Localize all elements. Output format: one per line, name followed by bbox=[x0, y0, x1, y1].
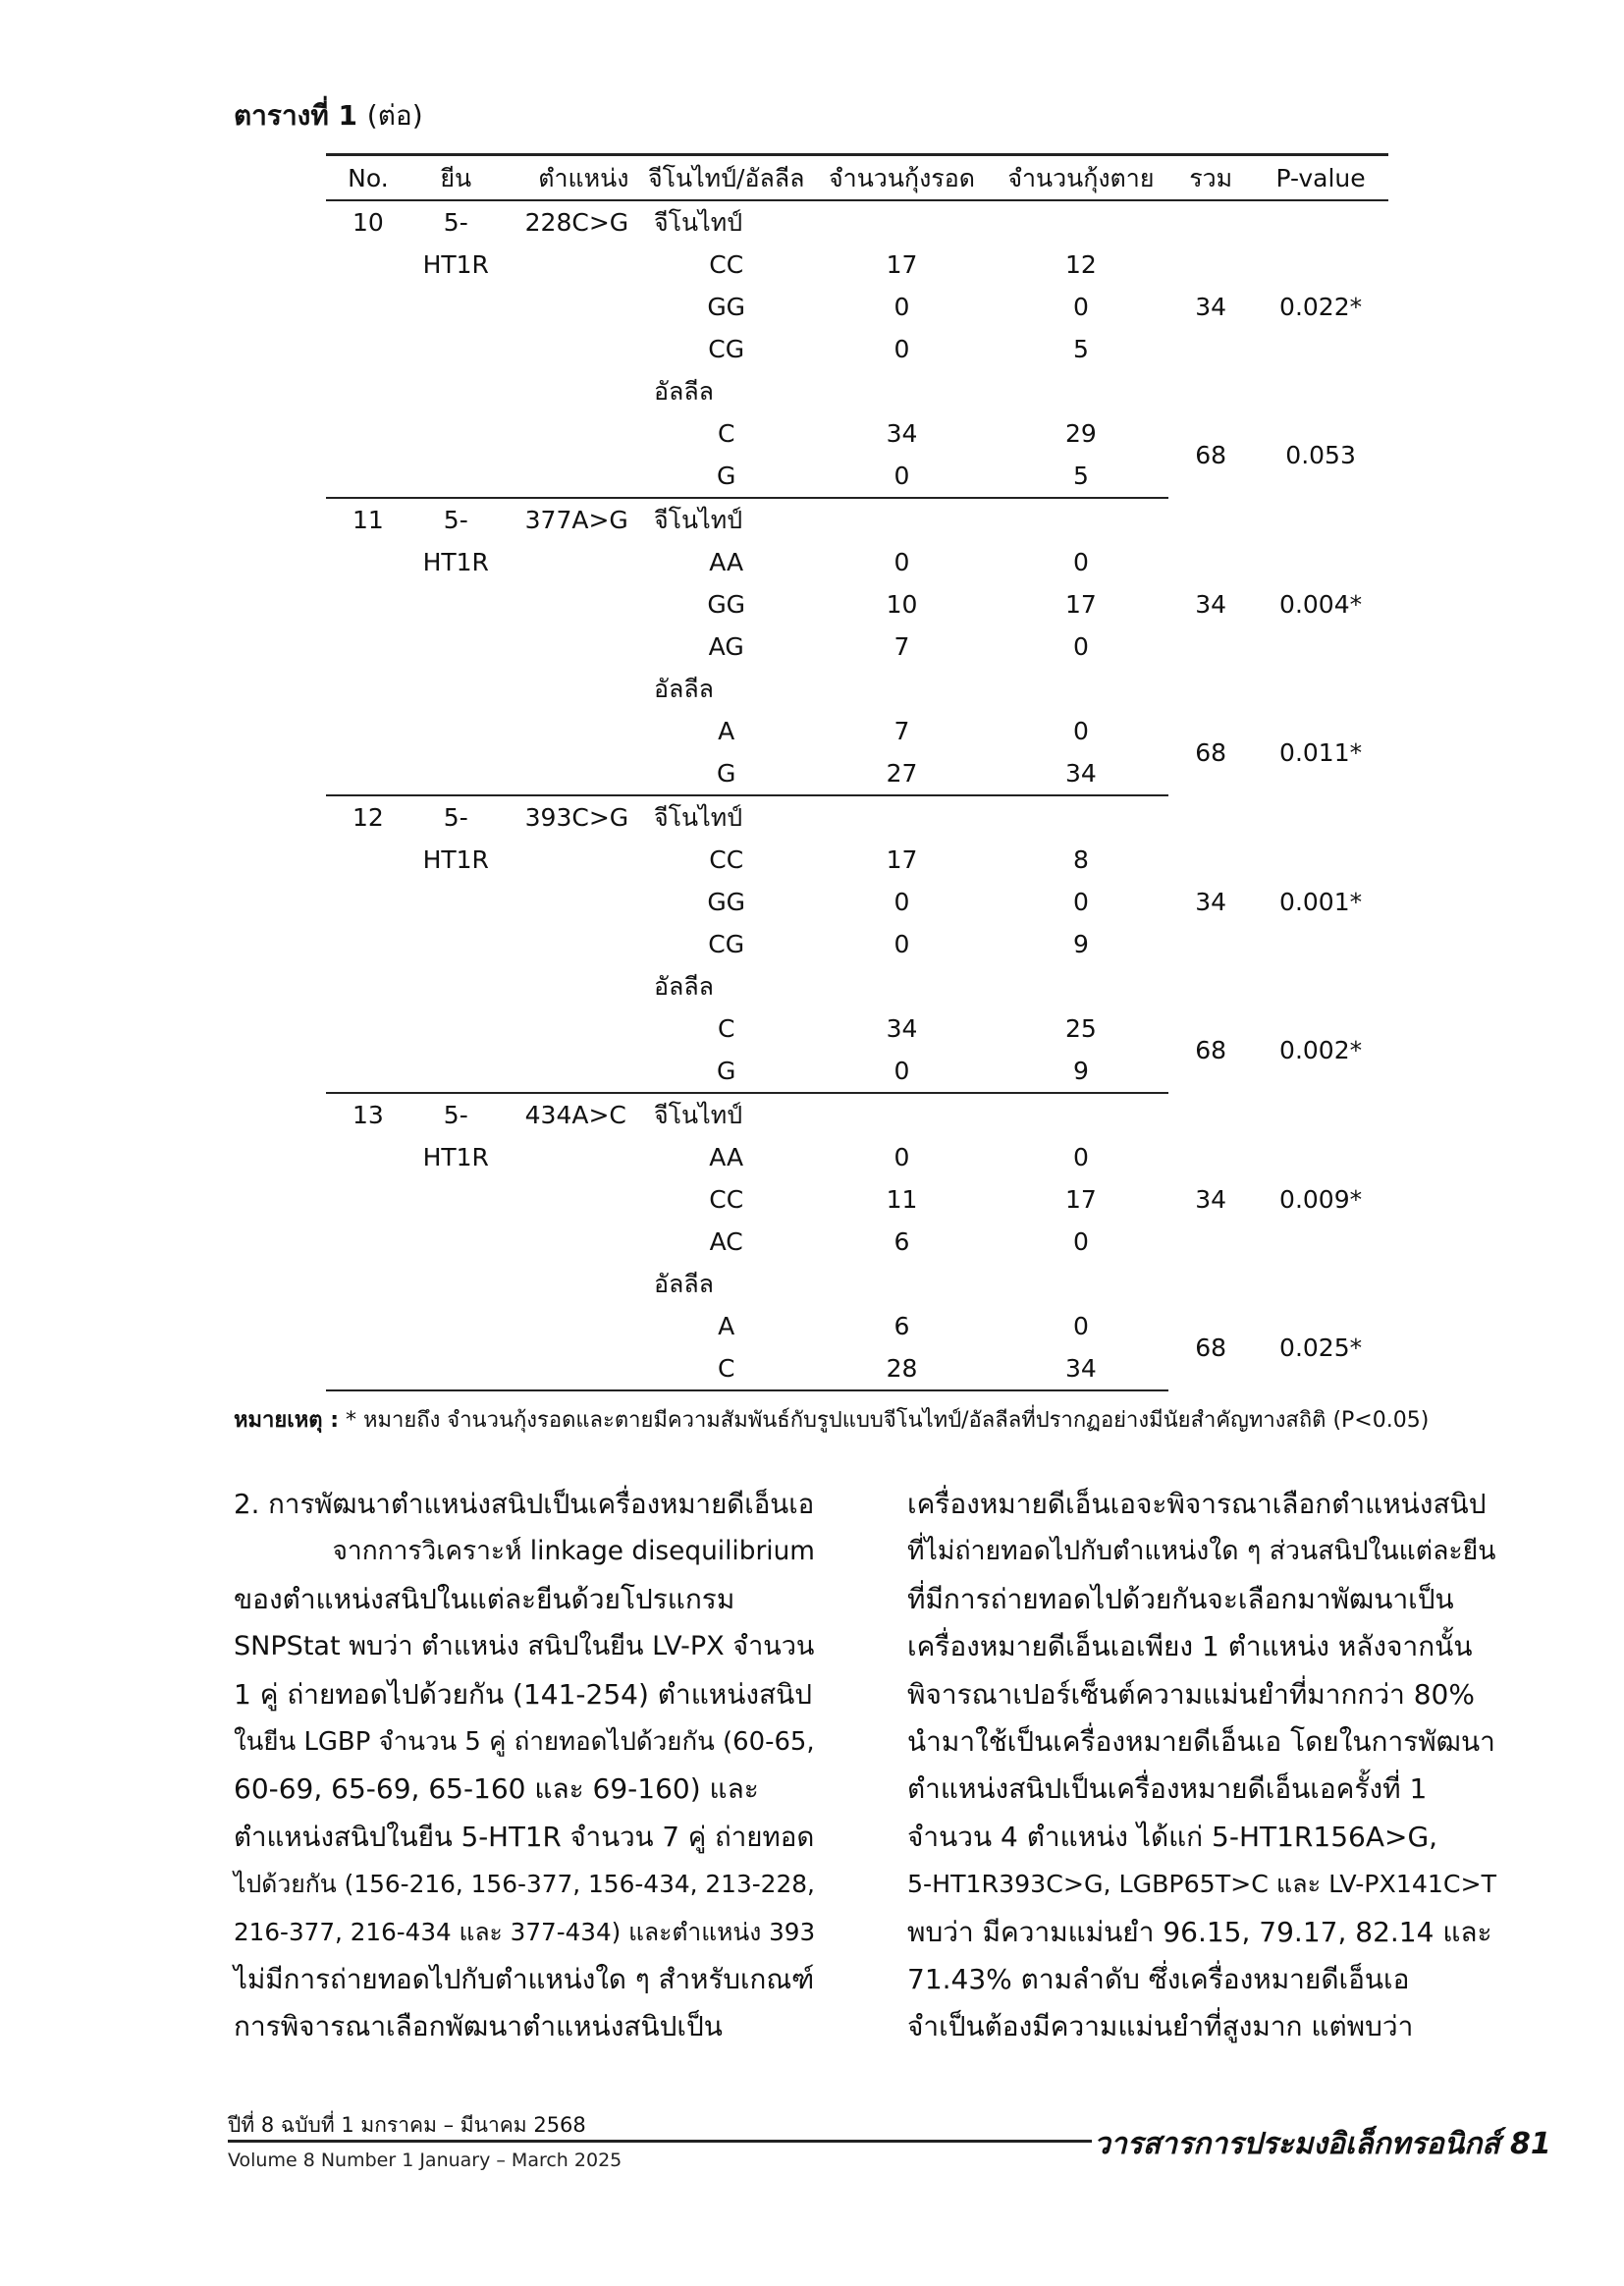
gene-name-line1: 5- bbox=[443, 506, 468, 534]
empty-cell bbox=[410, 455, 502, 498]
survived-count: 28 bbox=[810, 1347, 993, 1390]
row-number: 12 bbox=[352, 803, 384, 832]
body-text-line: 216-377, 216-434 และ 377-434) และตำแหน่ง 393 bbox=[234, 1917, 816, 1946]
empty-cell bbox=[410, 1263, 502, 1305]
dead-count: 25 bbox=[1064, 1014, 1097, 1043]
empty-cell bbox=[1253, 965, 1388, 1007]
survived-count: 11 bbox=[886, 1185, 918, 1214]
survived-count: 0 bbox=[893, 888, 910, 916]
allele-name: A bbox=[718, 717, 735, 745]
empty-cell bbox=[326, 583, 410, 626]
empty-cell bbox=[502, 1050, 642, 1093]
empty-cell bbox=[502, 244, 642, 286]
body-text-line: ไปด้วยกัน (156-216, 156-377, 156-434, 213-228, bbox=[234, 1870, 815, 1899]
survived-count: 0 bbox=[810, 455, 993, 498]
genotype-name: AA bbox=[709, 1143, 744, 1171]
survived-count: 0 bbox=[893, 548, 910, 576]
empty-cell bbox=[810, 1263, 993, 1305]
table-row bbox=[326, 412, 1388, 455]
empty-cell bbox=[326, 752, 410, 795]
empty-cell bbox=[410, 1221, 502, 1263]
gene-name-line1: 5- bbox=[443, 1101, 468, 1129]
table-row bbox=[326, 1305, 1388, 1347]
survived-count: 6 bbox=[893, 1227, 910, 1256]
footer-issue-english: Volume 8 Number 1 January – March 2025 bbox=[228, 2150, 623, 2171]
empty-cell bbox=[502, 881, 642, 923]
empty-cell bbox=[994, 965, 1169, 1007]
empty-cell bbox=[1253, 795, 1388, 839]
header-no: No. bbox=[326, 155, 410, 201]
empty-cell bbox=[410, 370, 502, 412]
empty-cell bbox=[502, 668, 642, 710]
dead-count: 12 bbox=[1064, 250, 1097, 279]
table-row bbox=[326, 965, 1388, 1007]
table-row bbox=[326, 244, 1388, 286]
empty-cell bbox=[410, 881, 502, 923]
footer-issue bbox=[228, 2111, 622, 2174]
dead-count: 0 bbox=[1072, 717, 1089, 745]
genotype-name: GG bbox=[707, 888, 746, 916]
empty-cell bbox=[502, 923, 642, 965]
empty-cell bbox=[994, 1093, 1169, 1136]
table-group bbox=[326, 795, 1388, 1093]
body-text-line: พบว่า มีความแม่นยำ 96.15, 79.17, 82.14 และ bbox=[907, 1915, 1492, 1948]
genotype-name: CC bbox=[709, 1185, 744, 1214]
allele-name: G bbox=[642, 455, 810, 498]
empty-cell bbox=[326, 1221, 410, 1263]
survived-count: 0 bbox=[893, 930, 910, 958]
empty-cell bbox=[410, 1007, 502, 1050]
empty-cell bbox=[994, 1263, 1169, 1305]
empty-cell bbox=[1168, 1263, 1253, 1305]
survived-count: 0 bbox=[810, 1050, 993, 1093]
snp-position: 377A>G bbox=[524, 506, 628, 534]
empty-cell bbox=[502, 1136, 642, 1178]
empty-cell bbox=[410, 668, 502, 710]
dead-count: 29 bbox=[1064, 419, 1097, 448]
table-title-continued: (ต่อ) bbox=[366, 99, 423, 132]
empty-cell bbox=[326, 412, 410, 455]
header-total: รวม bbox=[1168, 155, 1253, 201]
gene-name-line1: 5- bbox=[443, 803, 468, 832]
allele-total: 68 bbox=[1195, 1036, 1227, 1064]
gene-name-line2: HT1R bbox=[422, 548, 489, 576]
body-text-line: การพิจารณาเลือกพัฒนาตำแหน่งสนิปเป็น bbox=[234, 2010, 723, 2043]
empty-cell bbox=[502, 1178, 642, 1221]
table-row bbox=[326, 1136, 1388, 1178]
empty-cell bbox=[810, 965, 993, 1007]
genotype-total: 34 bbox=[1195, 590, 1227, 619]
allele-p-value: 0.011* bbox=[1279, 738, 1363, 767]
body-text-line: จำนวน 4 ตำแหน่ง ได้แก่ 5-HT1R156A>G, bbox=[907, 1820, 1438, 1853]
empty-cell bbox=[326, 286, 410, 328]
table-row bbox=[326, 795, 1388, 839]
dead-count: 0 bbox=[1072, 1143, 1089, 1171]
body-text-line: ที่มีการถ่ายทอดไปด้วยกันจะเลือกมาพัฒนาเป็น bbox=[907, 1582, 1454, 1615]
survived-count: 34 bbox=[886, 419, 918, 448]
empty-cell bbox=[410, 286, 502, 328]
empty-cell bbox=[502, 839, 642, 881]
empty-cell bbox=[502, 412, 642, 455]
empty-cell bbox=[326, 710, 410, 752]
allele-heading: อัลลีล bbox=[653, 972, 714, 1001]
empty-cell bbox=[502, 1305, 642, 1347]
survived-count: 6 bbox=[893, 1312, 910, 1340]
genotype-p-value: 0.022* bbox=[1279, 293, 1363, 321]
empty-cell bbox=[410, 965, 502, 1007]
survived-count: 27 bbox=[810, 752, 993, 795]
genotype-name: CC bbox=[709, 250, 744, 279]
empty-cell bbox=[326, 1178, 410, 1221]
header-survived: จำนวนกุ้งรอด bbox=[810, 155, 993, 201]
dead-count: 17 bbox=[1064, 1185, 1097, 1214]
genotype-name: CG bbox=[708, 335, 745, 363]
table-group bbox=[326, 200, 1388, 498]
empty-cell bbox=[502, 1007, 642, 1050]
footnote-label: หมายเหตุ : bbox=[234, 1408, 340, 1433]
footnote-text: * หมายถึง จำนวนกุ้งรอดและตายมีความสัมพันธ์กับรูปแบบจีโนไทป์/อัลลีลที่ปรากฏอย่างมีนัยสำคัญทางสถิติ (P<0.05) bbox=[339, 1408, 1430, 1433]
empty-cell bbox=[410, 752, 502, 795]
table-row bbox=[326, 370, 1388, 412]
empty-cell bbox=[810, 795, 993, 839]
dead-count: 9 bbox=[1072, 930, 1089, 958]
snp-position: 434A>C bbox=[524, 1101, 626, 1129]
survived-count: 7 bbox=[893, 717, 910, 745]
table-row bbox=[326, 1007, 1388, 1050]
row-number: 13 bbox=[352, 1101, 384, 1129]
dead-count: 0 bbox=[1072, 1312, 1089, 1340]
dead-count: 0 bbox=[1072, 293, 1089, 321]
header-position: ตำแหน่ง bbox=[502, 155, 642, 201]
empty-cell bbox=[410, 923, 502, 965]
empty-cell bbox=[502, 1221, 642, 1263]
empty-cell bbox=[326, 881, 410, 923]
genotype-p-value: 0.001* bbox=[1279, 888, 1363, 916]
allele-heading: อัลลีล bbox=[653, 675, 714, 703]
dead-count: 34 bbox=[994, 752, 1169, 795]
snp-position: 228C>G bbox=[524, 208, 629, 237]
body-text-line: จำเป็นต้องมีความแม่นยำที่สูงมาก แต่พบว่า bbox=[907, 2010, 1414, 2043]
genotype-name: CC bbox=[709, 845, 744, 874]
empty-cell bbox=[326, 1050, 410, 1093]
empty-cell bbox=[1253, 498, 1388, 541]
genotype-heading: จีโนไทป์ bbox=[653, 803, 743, 832]
genotype-heading: จีโนไทป์ bbox=[653, 506, 743, 534]
empty-cell bbox=[502, 626, 642, 668]
journal-name-page-number: วารสารการประมงอิเล็กทรอนิกส์ 81 bbox=[1094, 2127, 1551, 2161]
body-text-line: 5-HT1R393C>G, LGBP65T>C และ LV-PX141C>T bbox=[907, 1870, 1497, 1899]
table-row bbox=[326, 498, 1388, 541]
empty-cell bbox=[502, 541, 642, 583]
survived-count: 0 bbox=[893, 335, 910, 363]
body-text-line: นำมาใช้เป็นเครื่องหมายดีเอ็นเอ โดยในการพัฒนา bbox=[907, 1725, 1495, 1759]
empty-cell bbox=[410, 1305, 502, 1347]
header-p-value: P-value bbox=[1253, 155, 1388, 201]
row-number: 10 bbox=[352, 208, 384, 237]
genotype-p-value: 0.009* bbox=[1279, 1185, 1363, 1214]
allele-name: G bbox=[642, 1050, 810, 1093]
empty-cell bbox=[1253, 200, 1388, 244]
empty-cell bbox=[326, 244, 410, 286]
empty-cell bbox=[502, 710, 642, 752]
genotype-p-value: 0.004* bbox=[1279, 590, 1363, 619]
allele-name: G bbox=[642, 752, 810, 795]
empty-cell bbox=[994, 370, 1169, 412]
genotype-name: AG bbox=[708, 632, 744, 661]
empty-cell bbox=[326, 668, 410, 710]
empty-cell bbox=[502, 286, 642, 328]
empty-cell bbox=[502, 370, 642, 412]
empty-cell bbox=[1168, 795, 1253, 839]
empty-cell bbox=[502, 583, 642, 626]
empty-cell bbox=[410, 710, 502, 752]
empty-cell bbox=[410, 1178, 502, 1221]
survived-count: 7 bbox=[893, 632, 910, 661]
footer-issue-thai: ปีที่ 8 ฉบับที่ 1 มกราคม – มีนาคม 2568 bbox=[228, 2113, 586, 2137]
empty-cell bbox=[410, 1347, 502, 1390]
empty-cell bbox=[326, 1347, 410, 1390]
dead-count: 17 bbox=[1064, 590, 1097, 619]
genotype-heading: จีโนไทป์ bbox=[653, 208, 743, 237]
empty-cell bbox=[810, 200, 993, 244]
empty-cell bbox=[326, 965, 410, 1007]
table-title: ตารางที่ 1 bbox=[234, 99, 358, 132]
gene-name-line2: HT1R bbox=[422, 250, 489, 279]
empty-cell bbox=[810, 370, 993, 412]
body-text-line: เครื่องหมายดีเอ็นเอเพียง 1 ตำแหน่ง หลังจากนั้น bbox=[907, 1630, 1473, 1663]
empty-cell bbox=[410, 328, 502, 370]
genotype-name: AA bbox=[709, 548, 744, 576]
gene-name-line2: HT1R bbox=[422, 1143, 489, 1171]
row-number: 11 bbox=[352, 506, 384, 534]
empty-cell bbox=[410, 1050, 502, 1093]
dead-count: 0 bbox=[1072, 632, 1089, 661]
body-text-line: ไม่มีการถ่ายทอดไปกับตำแหน่งใด ๆ สำหรับเกณฑ์ bbox=[234, 1963, 815, 1996]
empty-cell bbox=[1253, 668, 1388, 710]
empty-cell bbox=[326, 328, 410, 370]
genotype-total: 34 bbox=[1195, 888, 1227, 916]
empty-cell bbox=[1168, 965, 1253, 1007]
genotype-name: AC bbox=[709, 1227, 743, 1256]
dead-count: 0 bbox=[1072, 548, 1089, 576]
body-text-line: ตำแหน่งสนิปเป็นเครื่องหมายดีเอ็นเอครั้งที่ 1 bbox=[907, 1772, 1428, 1806]
survived-count: 0 bbox=[893, 1143, 910, 1171]
empty-cell bbox=[810, 498, 993, 541]
body-text-line: 2. การพัฒนาตำแหน่งสนิปเป็นเครื่องหมายดีเอ็นเอ bbox=[234, 1488, 815, 1520]
empty-cell bbox=[1168, 668, 1253, 710]
genotype-heading: จีโนไทป์ bbox=[653, 1101, 743, 1129]
allele-p-value: 0.053 bbox=[1285, 441, 1356, 469]
table-row bbox=[326, 541, 1388, 583]
table-row bbox=[326, 1263, 1388, 1305]
results-table bbox=[326, 153, 1388, 1391]
dead-count: 0 bbox=[1072, 1227, 1089, 1256]
body-text-line: ที่ไม่ถ่ายทอดไปกับตำแหน่งใด ๆ ส่วนสนิปในแต่ละยีน bbox=[907, 1536, 1496, 1567]
allele-name: C bbox=[717, 419, 735, 448]
allele-heading: อัลลีล bbox=[653, 377, 714, 406]
allele-total: 68 bbox=[1195, 1334, 1227, 1362]
survived-count: 0 bbox=[893, 293, 910, 321]
empty-cell bbox=[410, 626, 502, 668]
allele-p-value: 0.002* bbox=[1279, 1036, 1363, 1064]
empty-cell bbox=[1168, 200, 1253, 244]
survived-count: 17 bbox=[886, 845, 918, 874]
empty-cell bbox=[326, 1136, 410, 1178]
empty-cell bbox=[810, 1093, 993, 1136]
table-header-row bbox=[326, 155, 1388, 201]
table-row bbox=[326, 668, 1388, 710]
table-group bbox=[326, 498, 1388, 795]
body-column-left bbox=[234, 1481, 815, 2051]
table-row bbox=[326, 839, 1388, 881]
empty-cell bbox=[326, 923, 410, 965]
empty-cell bbox=[1253, 1263, 1388, 1305]
body-text-line: ตำแหน่งสนิปในยีน 5-HT1R จำนวน 7 คู่ ถ่ายทอด bbox=[234, 1820, 815, 1853]
body-text-line: ในยีน LGBP จำนวน 5 คู่ ถ่ายทอดไปด้วยกัน (60-65, bbox=[234, 1727, 815, 1758]
table-caption bbox=[234, 94, 423, 137]
empty-cell bbox=[502, 1263, 642, 1305]
empty-cell bbox=[502, 328, 642, 370]
empty-cell bbox=[326, 626, 410, 668]
body-text-line: จากการวิเคราะห์ linkage disequilibrium bbox=[234, 1537, 815, 1567]
body-text-line: เครื่องหมายดีเอ็นเอจะพิจารณาเลือกตำแหน่งสนิป bbox=[907, 1488, 1487, 1520]
empty-cell bbox=[810, 668, 993, 710]
header-gene: ยีน bbox=[410, 155, 502, 201]
empty-cell bbox=[994, 795, 1169, 839]
gene-name-line1: 5- bbox=[443, 208, 468, 237]
body-text-line: 60-69, 65-69, 65-160 และ 69-160) และ bbox=[234, 1772, 759, 1806]
dead-count: 8 bbox=[1072, 845, 1089, 874]
empty-cell bbox=[1168, 370, 1253, 412]
empty-cell bbox=[1168, 1093, 1253, 1136]
table-row bbox=[326, 710, 1388, 752]
allele-name: C bbox=[642, 1347, 810, 1390]
empty-cell bbox=[326, 455, 410, 498]
allele-heading: อัลลีล bbox=[653, 1270, 714, 1298]
empty-cell bbox=[326, 541, 410, 583]
empty-cell bbox=[994, 668, 1169, 710]
empty-cell bbox=[326, 839, 410, 881]
empty-cell bbox=[994, 200, 1169, 244]
dead-count: 34 bbox=[994, 1347, 1169, 1390]
empty-cell bbox=[326, 1007, 410, 1050]
empty-cell bbox=[1253, 1093, 1388, 1136]
snp-position: 393C>G bbox=[524, 803, 629, 832]
genotype-name: GG bbox=[707, 293, 746, 321]
dead-count: 5 bbox=[1072, 335, 1089, 363]
genotype-total: 34 bbox=[1195, 293, 1227, 321]
dead-count: 0 bbox=[1072, 888, 1089, 916]
body-text-line: 1 คู่ ถ่ายทอดไปด้วยกัน (141-254) ตำแหน่งสนิป bbox=[234, 1677, 813, 1711]
header-dead: จำนวนกุ้งตาย bbox=[994, 155, 1169, 201]
dead-count: 9 bbox=[994, 1050, 1169, 1093]
header-genotype-allele: จีโนไทป์/อัลลีล bbox=[642, 155, 810, 201]
empty-cell bbox=[410, 412, 502, 455]
allele-name: A bbox=[718, 1312, 735, 1340]
empty-cell bbox=[994, 498, 1169, 541]
body-text-line: พิจารณาเปอร์เซ็นต์ความแม่นยำที่มากกว่า 80% bbox=[907, 1677, 1475, 1711]
empty-cell bbox=[502, 1347, 642, 1390]
empty-cell bbox=[502, 965, 642, 1007]
empty-cell bbox=[502, 752, 642, 795]
survived-count: 34 bbox=[886, 1014, 918, 1043]
gene-name-line2: HT1R bbox=[422, 845, 489, 874]
table-group bbox=[326, 1093, 1388, 1390]
table-footnote bbox=[234, 1402, 1429, 1437]
allele-total: 68 bbox=[1195, 441, 1227, 469]
empty-cell bbox=[1253, 370, 1388, 412]
body-text-line: 71.43% ตามลำดับ ซึ่งเครื่องหมายดีเอ็นเอ bbox=[907, 1963, 1410, 1996]
body-column-right bbox=[907, 1481, 1496, 2051]
genotype-name: GG bbox=[707, 590, 746, 619]
table-row bbox=[326, 1093, 1388, 1136]
body-text-line: ของตำแหน่งสนิปในแต่ละยีนด้วยโปรแกรม bbox=[234, 1582, 735, 1615]
empty-cell bbox=[326, 370, 410, 412]
empty-cell bbox=[1168, 498, 1253, 541]
genotype-total: 34 bbox=[1195, 1185, 1227, 1214]
empty-cell bbox=[410, 583, 502, 626]
empty-cell bbox=[326, 1263, 410, 1305]
empty-cell bbox=[326, 1305, 410, 1347]
genotype-name: CG bbox=[708, 930, 745, 958]
body-text-line: SNPStat พบว่า ตำแหน่ง สนิปในยีน LV-PX จำนวน bbox=[234, 1631, 815, 1662]
table-row bbox=[326, 200, 1388, 244]
survived-count: 10 bbox=[886, 590, 918, 619]
footer-rule bbox=[228, 2140, 1092, 2143]
empty-cell bbox=[502, 455, 642, 498]
survived-count: 17 bbox=[886, 250, 918, 279]
allele-p-value: 0.025* bbox=[1279, 1334, 1363, 1362]
allele-total: 68 bbox=[1195, 738, 1227, 767]
allele-name: C bbox=[717, 1014, 735, 1043]
dead-count: 5 bbox=[994, 455, 1169, 498]
